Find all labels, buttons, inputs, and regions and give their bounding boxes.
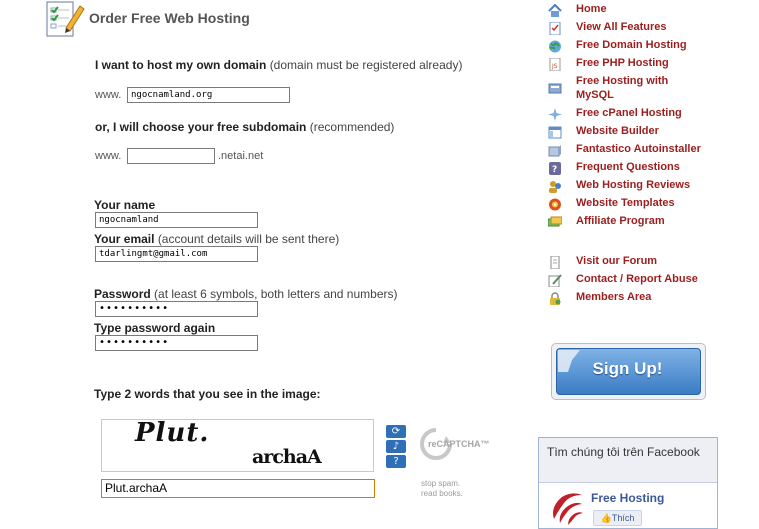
question-icon (548, 160, 562, 173)
captcha-label: Type 2 words that you see in the image: (94, 387, 321, 401)
sidebar-item-domain-hosting[interactable] (548, 38, 748, 54)
email-label: Your email (94, 232, 155, 246)
sidebar-item-fantastico[interactable] (548, 142, 748, 158)
www-prefix-subdomain: www. (95, 150, 122, 162)
facebook-like-label: Thích (611, 513, 635, 523)
sidebar-item-label: View All Features (576, 21, 667, 33)
like-thumb-icon: 👍 (600, 513, 612, 523)
sidebar-item-label: Frequent Questions (576, 161, 680, 173)
sidebar-item-label: Contact / Report Abuse (576, 273, 698, 285)
sidebar-item-label: Free Domain Hosting (576, 39, 687, 51)
sidebar-item-forum[interactable] (548, 254, 748, 270)
captcha-input[interactable]: Plut.archaA (101, 479, 375, 498)
sidebar-item-home[interactable] (548, 2, 748, 18)
captcha-word-2: archaA (252, 446, 321, 468)
database-icon (548, 80, 562, 93)
subdomain-heading (95, 120, 394, 134)
password-note: (at least 6 symbols, both letters and numbers) (154, 287, 398, 301)
email-note: (account details will be sent there) (157, 232, 340, 246)
sidebar-item-label: Visit our Forum (576, 255, 658, 267)
subdomain-note: (recommended) (309, 120, 395, 134)
sidebar-item-label: Website Builder (576, 125, 659, 137)
captcha-label-row (94, 387, 321, 401)
money-icon (548, 214, 562, 227)
password2-label: Type password again (94, 321, 216, 335)
sidebar-item-label: Fantastico Autoinstaller (576, 143, 701, 155)
facebook-page-name[interactable]: Free Hosting (591, 491, 665, 505)
sidebar-item-label: Free cPanel Hosting (576, 107, 682, 119)
sidebar-item-faq[interactable] (548, 160, 748, 176)
sidebar-item-reviews[interactable] (548, 178, 748, 194)
sidebar-item-mysql-hosting[interactable] (548, 74, 748, 104)
sidebar-item-label: Free PHP Hosting (576, 57, 669, 69)
recaptcha-tagline-1: stop spam. (421, 479, 461, 488)
sidebar-item-features[interactable] (548, 20, 748, 36)
home-icon (548, 2, 562, 15)
sidebar-item-contact[interactable] (548, 272, 748, 288)
captcha-audio-icon[interactable]: ♪ (386, 440, 406, 453)
password2-label-row (94, 321, 215, 335)
sidebar-item-php-hosting[interactable] (548, 56, 748, 72)
sidebar-item-templates[interactable] (548, 196, 748, 212)
checklist-icon (548, 20, 562, 33)
facebook-title: Tìm chúng tôi trên Facebook (547, 445, 700, 459)
password-input[interactable]: •••••••••• (95, 301, 258, 317)
palette-icon (548, 196, 562, 209)
captcha-refresh-icon[interactable]: ⟳ (386, 425, 406, 438)
sidebar-item-label: Home (576, 3, 607, 15)
sidebar-item-label: Members Area (576, 291, 652, 303)
sidebar-item-members[interactable] (548, 290, 748, 306)
recaptcha-tagline-2: read books. (421, 489, 463, 498)
svg-text:JS: JS (552, 63, 558, 70)
sidebar-item-label: Web Hosting Reviews (576, 179, 691, 191)
sidebar-item-label: Free Hosting with MySQL (576, 75, 669, 101)
captcha-word-1: Plut. (135, 418, 210, 448)
subdomain-label: or, I will choose your free subdomain (95, 120, 307, 134)
name-label: Your name (94, 198, 156, 212)
order-form-icon (44, 0, 86, 40)
sidebar-item-label: Website Templates (576, 197, 675, 209)
sparkle-icon (548, 106, 562, 119)
subdomain-input[interactable] (127, 148, 215, 164)
email-label-row (94, 232, 339, 246)
php-file-icon (548, 56, 562, 69)
captcha-help-icon[interactable]: ? (386, 455, 406, 468)
own-domain-heading (95, 58, 462, 72)
globe-icon (548, 38, 562, 51)
facebook-page-logo-icon[interactable] (546, 489, 584, 525)
www-prefix: www. (95, 89, 122, 101)
sidebar-item-website-builder[interactable] (548, 124, 748, 140)
own-domain-note: (domain must be registered already) (269, 58, 463, 72)
recaptcha-brand: reCAPTCHA™ (428, 439, 490, 449)
form-title: Order Free Web Hosting (89, 10, 250, 26)
lock-icon (548, 290, 562, 303)
signup-label: Sign Up! (592, 359, 663, 378)
sidebar-item-affiliate[interactable] (548, 214, 748, 230)
password-confirm-input[interactable]: •••••••••• (95, 335, 258, 351)
password-label: Password (94, 287, 151, 301)
svg-text:?: ? (552, 165, 558, 175)
domain-input[interactable]: ngocnamland.org (127, 87, 290, 103)
layout-icon (548, 124, 562, 137)
email-input[interactable]: tdarlingmt@gmail.com (95, 246, 258, 262)
document-icon (548, 254, 562, 267)
package-icon (548, 142, 562, 155)
users-icon (548, 178, 562, 191)
name-input[interactable]: ngocnamland (95, 212, 258, 228)
edit-icon (548, 272, 562, 285)
facebook-like-button[interactable] (593, 510, 642, 526)
sidebar-item-label: Affiliate Program (576, 215, 665, 227)
sidebar-item-cpanel-hosting[interactable] (548, 106, 748, 122)
own-domain-label: I want to host my own domain (95, 58, 267, 72)
subdomain-suffix: .netai.net (218, 150, 264, 162)
name-label-row (94, 198, 155, 212)
password-label-row (94, 287, 398, 301)
